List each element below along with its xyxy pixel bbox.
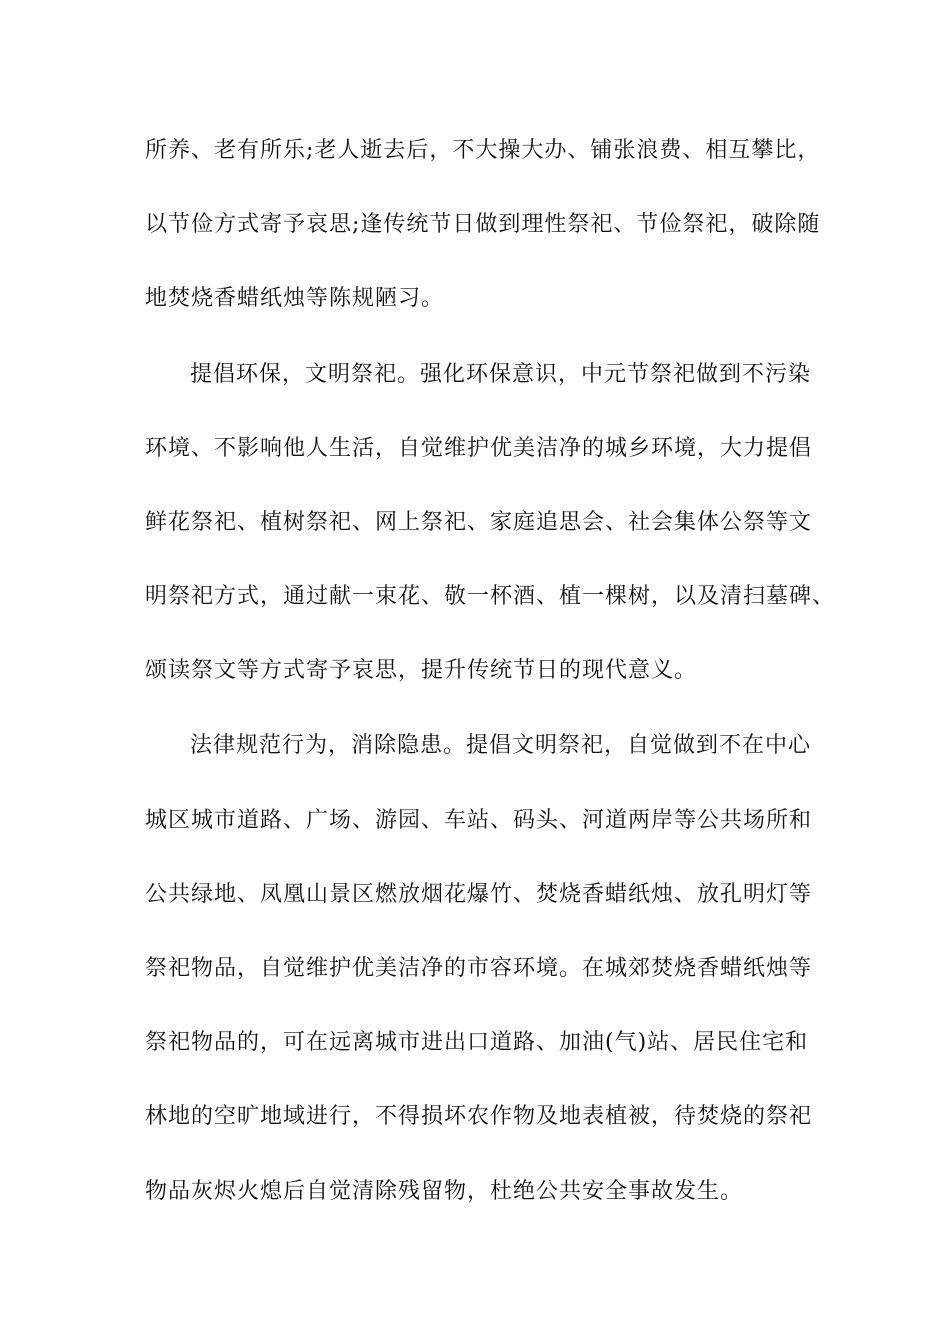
- paragraph-line: 法律规范行为，消除隐患。提倡文明祭祀，自觉做到不在中心: [190, 733, 812, 758]
- paragraph-line: 明祭祀方式，通过献一束花、敬一杯酒、植一棵树，以及清扫墓碑、: [145, 584, 836, 609]
- paragraph-line: 环境、不影响他人生活，自觉维护优美洁净的城乡环境，大力提倡: [145, 436, 813, 461]
- paragraph-line: 地焚烧香蜡纸烛等陈规陋习。: [145, 286, 445, 311]
- paragraph-line: 祭祀物品的，可在远离城市进出口道路、加油(气)站、居民住宅和: [145, 1030, 809, 1055]
- paragraph-line: 城区城市道路、广场、游园、车站、码头、河道两岸等公共场所和: [145, 808, 813, 833]
- paragraph-line: 林地的空旷地域进行，不得损坏农作物及地表植被，待焚烧的祭祀: [145, 1104, 813, 1129]
- paragraph-line: 所养、老有所乐;老人逝去后，不大操大办、铺张浪费、相互攀比，: [145, 138, 821, 163]
- paragraph-line: 鲜花祭祀、植树祭祀、网上祭祀、家庭追思会、社会集体公祭等文: [145, 510, 813, 535]
- paragraph-line: 颂读祭文等方式寄予哀思，提升传统节日的现代意义。: [145, 658, 698, 683]
- paragraph-line: 提倡环保，文明祭祀。强化环保意识，中元节祭祀做到不污染: [190, 362, 812, 387]
- paragraph-line: 物品灰烬火熄后自觉清除残留物，杜绝公共安全事故发生。: [145, 1179, 744, 1204]
- paragraph-line: 祭祀物品，自觉维护优美洁净的市容环境。在城郊焚烧香蜡纸烛等: [145, 956, 813, 981]
- paragraph-line: 公共绿地、凤凰山景区燃放烟花爆竹、焚烧香蜡纸烛、放孔明灯等: [145, 882, 813, 907]
- paragraph-line: 以节俭方式寄予哀思;逢传统节日做到理性祭祀、节俭祭祀，破除随: [145, 212, 821, 237]
